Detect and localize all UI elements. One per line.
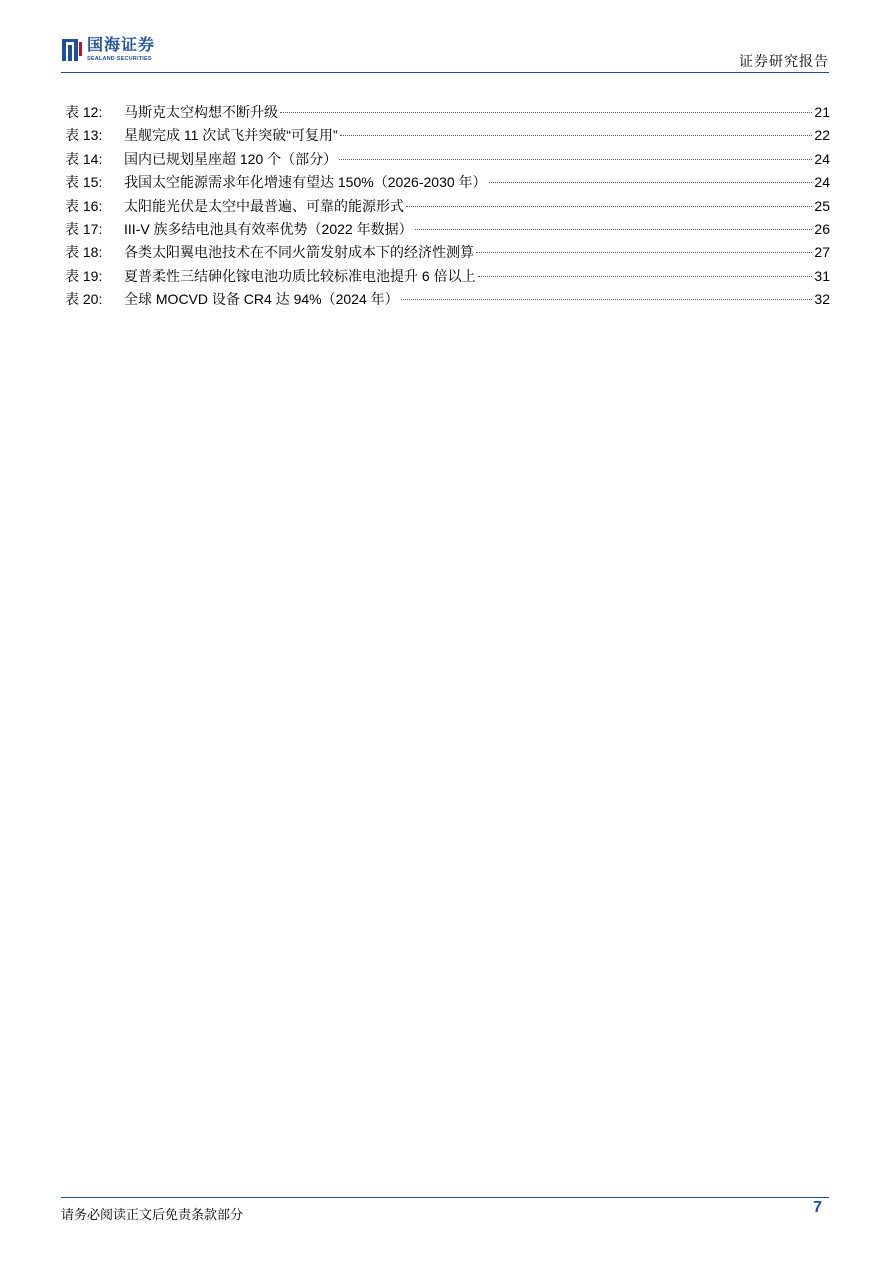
- toc-entry-page: 24: [814, 174, 830, 191]
- toc-entry-number: 表 20:: [65, 291, 103, 308]
- toc-leader-dots: [339, 159, 812, 160]
- toc-entry-number: 表 12:: [65, 104, 103, 120]
- toc-leader-dots: [401, 299, 813, 300]
- toc-entry[interactable]: [65, 242, 830, 265]
- toc-entry-number: 表 17:: [65, 220, 103, 237]
- toc-entry-page: 32: [814, 291, 830, 308]
- toc-entry-page: 25: [814, 197, 830, 214]
- toc-leader-dots: [406, 206, 812, 207]
- toc-entry-page: 27: [814, 244, 830, 261]
- toc-entry-number: 表 13:: [65, 127, 103, 144]
- toc-entry[interactable]: [65, 196, 830, 219]
- toc-entry-title: 各类太阳翼电池技术在不同火箭发射成本下的经济性测算: [124, 244, 474, 261]
- toc-leader-dots: [280, 112, 812, 113]
- toc-entry-page: 22: [814, 127, 830, 144]
- toc-entry[interactable]: [65, 289, 830, 312]
- toc-entry-title: 马斯克太空构想不断升级: [124, 104, 278, 120]
- logo-chinese-name: 国海证券: [87, 37, 156, 54]
- toc-entry[interactable]: [65, 219, 830, 242]
- toc-entry-number: 表 18:: [65, 244, 103, 261]
- logo-english-name: SEALAND SECURITIES: [87, 56, 152, 62]
- toc-entry-title: 国内已规划星座超 120 个（部分）: [124, 150, 338, 167]
- toc-entry-title: 夏普柔性三结砷化镓电池功质比较标准电池提升 6 倍以上: [124, 267, 476, 284]
- toc-entry-title: III-V 族多结电池具有效率优势（2022 年数据）: [124, 220, 413, 237]
- disclaimer-note: 请务必阅读正文后免责条款部分: [61, 1207, 244, 1222]
- toc-entry[interactable]: [65, 172, 830, 195]
- toc-leader-dots: [415, 229, 813, 230]
- toc-leader-dots: [489, 182, 813, 183]
- toc-entry-title: 全球 MOCVD 设备 CR4 达 94%（2024 年）: [124, 291, 399, 308]
- toc-entry-title: 星舰完成 11 次试飞并突破“可复用”: [124, 127, 338, 144]
- sealand-logo-icon: [61, 37, 83, 63]
- toc-leader-dots: [476, 252, 812, 253]
- toc-leader-dots: [478, 276, 813, 277]
- report-type-label: 证券研究报告: [739, 53, 829, 69]
- company-logo: [61, 37, 155, 65]
- toc-entry[interactable]: [65, 125, 830, 148]
- toc-leader-dots: [340, 135, 813, 136]
- toc-entry-number: 表 16:: [65, 197, 103, 214]
- toc-entry-number: 表 14:: [65, 150, 103, 167]
- toc-entry[interactable]: [65, 266, 830, 289]
- toc-entry-title: 太阳能光伏是太空中最普遍、可靠的能源形式: [124, 197, 404, 214]
- table-of-contents: [65, 102, 830, 313]
- header-divider: [61, 72, 829, 73]
- toc-entry-page: 31: [814, 267, 830, 284]
- toc-entry-page: 26: [814, 220, 830, 237]
- page-header: [0, 0, 892, 76]
- page-number: 7: [813, 1199, 822, 1216]
- toc-entry-page: 24: [814, 150, 830, 167]
- toc-entry[interactable]: [65, 149, 830, 172]
- toc-entry-page: 21: [814, 104, 830, 120]
- toc-entry-number: 表 19:: [65, 267, 103, 284]
- toc-entry[interactable]: [65, 102, 830, 125]
- footer-divider: [61, 1197, 829, 1198]
- toc-entry-title: 我国太空能源需求年化增速有望达 150%（2026-2030 年）: [124, 174, 487, 191]
- toc-entry-number: 表 15:: [65, 174, 103, 191]
